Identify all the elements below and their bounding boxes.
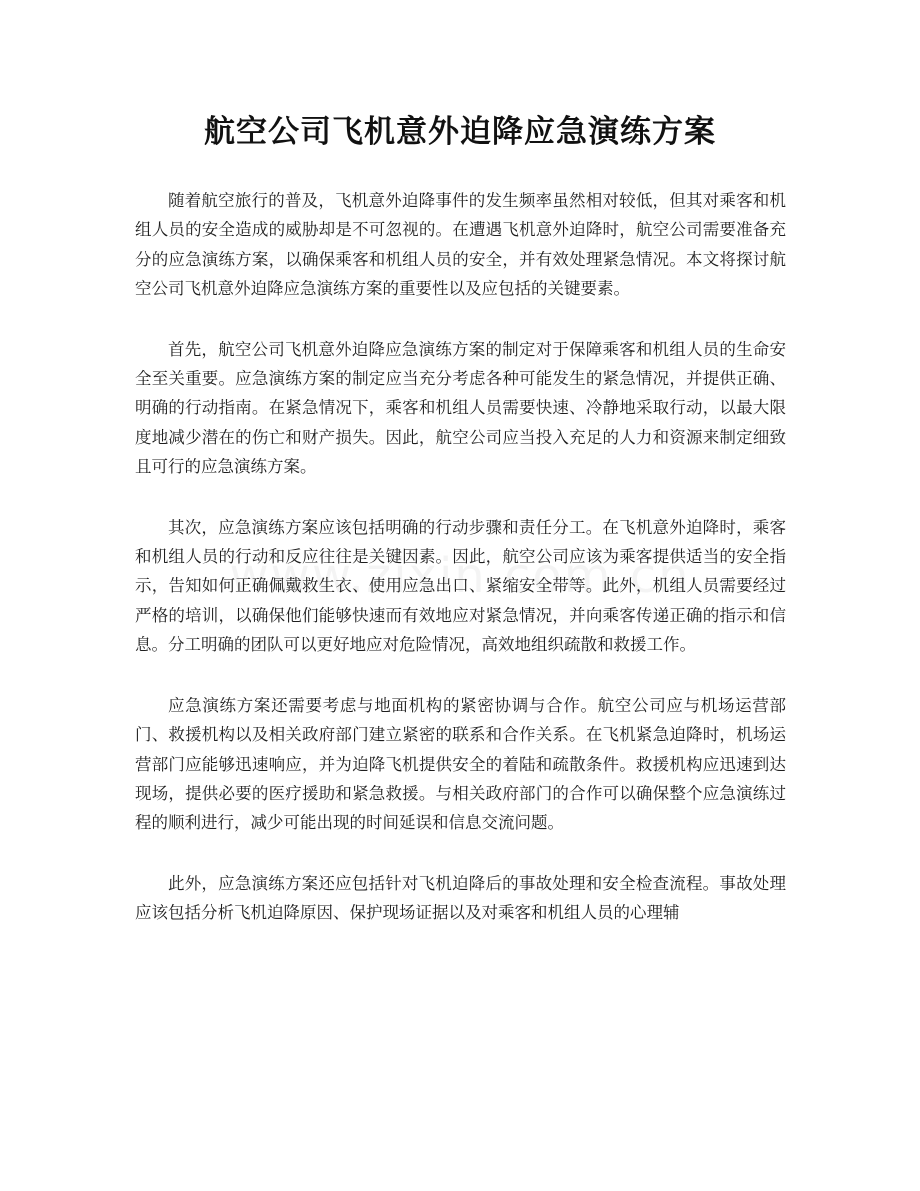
paragraph-2: 首先，航空公司飞机意外迫降应急演练方案的制定对于保障乘客和机组人员的生命安全至关重要。应急演练方案的制定应当充分考虑各种可能发生的紧急情况，并提供正确、明确的行动指南。在紧急情况下，乘客和机组人员需要快速、冷静地采取行动，以最大限度地减少潜在的伤亡和财产损失。因此，航空公司应当投入充足的人力和资源来制定细致且可行的应急演练方案。	[135, 339, 786, 477]
paragraph-1: 随着航空旅行的普及，飞机意外迫降事件的发生频率虽然相对较低，但其对乘客和机组人员的安全造成的威胁却是不可忽视的。在遭遇飞机意外迫降时，航空公司需要准备充分的应急演练方案，以确保乘客和机组人员的安全，并有效处理紧急情况。本文将探讨航空公司飞机意外迫降应急演练方案的重要性以及应包括的关键要素。	[135, 191, 786, 299]
document-body	[135, 186, 786, 959]
paragraph-3: 其次，应急演练方案应该包括明确的行动步骤和责任分工。在飞机意外迫降时，乘客和机组人员的行动和反应往往是关键因素。因此，航空公司应该为乘客提供适当的安全指示，告知如何正确佩戴救生衣、使用应急出口、紧缩安全带等。此外，机组人员需要经过严格的培训，以确保他们能够快速而有效地应对紧急情况，并向乘客传递正确的指示和信息。分工明确的团队可以更好地应对危险情况，高效地组织疏散和救援工作。	[135, 517, 786, 655]
paragraph-5: 此外，应急演练方案还应包括针对飞机迫降后的事故处理和安全检查流程。事故处理应该包括分析飞机迫降原因、保护现场证据以及对乘客和机组人员的心理辅	[135, 873, 786, 923]
paragraph-4: 应急演练方案还需要考虑与地面机构的紧密协调与合作。航空公司应与机场运营部门、救援机构以及相关政府部门建立紧密的联系和合作关系。在飞机紧急迫降时，机场运营部门应能够迅速响应，并为迫降飞机提供安全的着陆和疏散条件。救援机构应迅速到达现场，提供必要的医疗援助和紧急救援。与相关政府部门的合作可以确保整个应急演练过程的顺利进行，减少可能出现的时间延误和信息交流问题。	[135, 695, 786, 833]
document-title: 航空公司飞机意外迫降应急演练方案	[204, 114, 716, 150]
